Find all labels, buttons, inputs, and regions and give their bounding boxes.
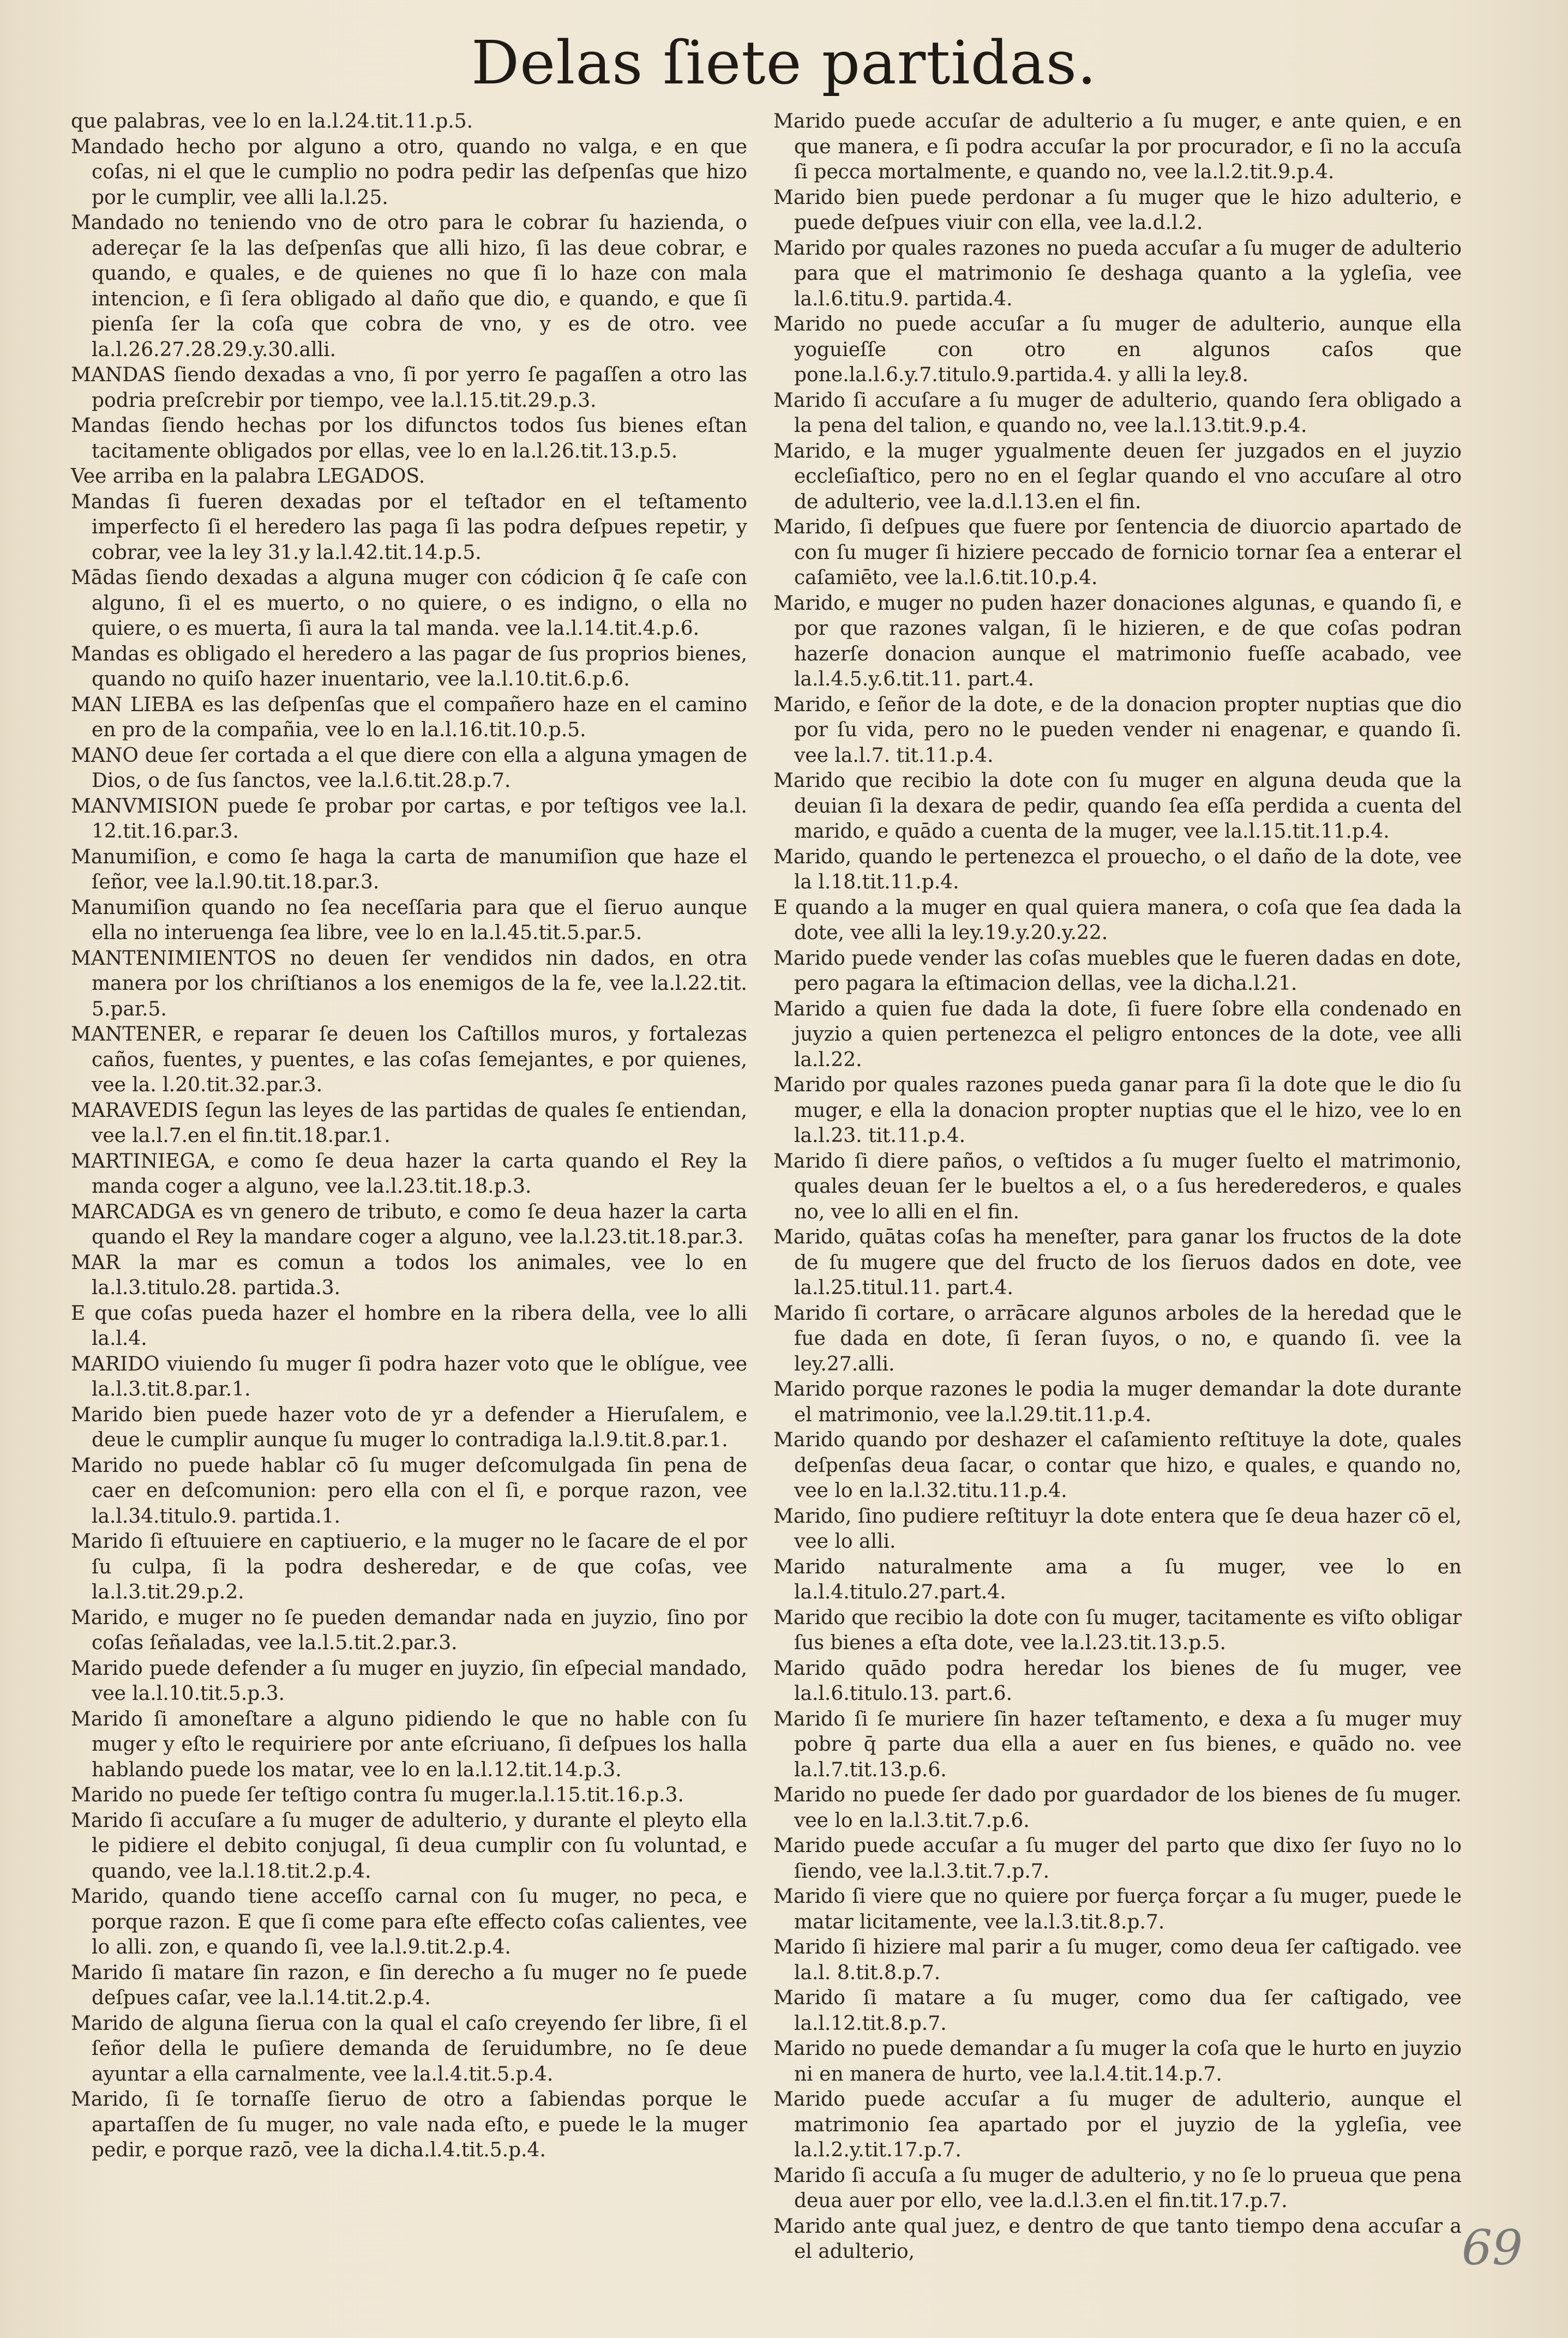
index-entry: Mandas es obligado el heredero a las pagar de ſus proprios bienes, quando no quiſo hazer inuentario, vee la.l.10.tit.6.p.6. (71, 642, 747, 690)
index-entry: Mādas ſiendo dexadas a alguna muger con códicion q̄ ſe caſe con alguno, ſi el es muerto, o no quiere, o es indigno, o ella no quiere, o es muerta, ſi aura la tal manda. vee la.l.14.tit.4.p.6. (71, 567, 747, 640)
index-entry: Mandas ſi fueren dexadas por el teſtador en el teſtamento imperfecto ſi el heredero las paga ſi las podra deſpues repetir, y cobrar, vee la ley 31.y la.l.42.tit.14.p.5. (71, 490, 747, 564)
index-entry: Marido, ſi deſpues que fuere por ſentencia de diuorcio apartado de con ſu muger ſi hiziere peccado de fornicio tornar ſea a enterar el caſamiēto, vee la.l.6.tit.10.p.4. (773, 516, 1462, 589)
index-entry: Manumiſion quando no ſea neceſſaria para que el ſieruo aunque ella no interuenga ſea libre, vee lo en la.l.45.tit.5.par.5. (71, 896, 747, 944)
index-entry: Marido ſi accuſare a ſu muger de adulterio, y durante el pleyto ella le pidiere el debito conjugal, ſi deua cumplir con ſu voluntad, e quando, vee la.l.18.tit.2.p.4. (71, 1809, 747, 1883)
index-entry: MARCADGA es vn genero de tributo, e como ſe deua hazer la carta quando el Rey la mandare coger a alguno, vee la.l.23.tit.18.par.3. (71, 1200, 747, 1248)
index-entry: Marido quādo podra heredar los bienes de ſu muger, vee la.l.6.titulo.13. part.6. (773, 1657, 1462, 1705)
index-entry: MANTENER, e reparar ſe deuen los Caſtillos muros, y fortalezas caños, fuentes, y puentes, e las coſas ſemejantes, e por quienes, vee la. l.20.tit.32.par.3. (71, 1023, 747, 1096)
index-entry: Mandado hecho por alguno a otro, quando no valga, e en que coſas, ni el que le cumplio no podra pedir las deſpenſas que hizo por le cumplir, vee alli la.l.25. (71, 135, 747, 209)
index-entry: Marido ſi eſtuuiere en captiuerio, e la muger no le ſacare de el por ſu culpa, ſi la podra desheredar, e de que coſas, vee la.l.3.tit.29.p.2. (71, 1530, 747, 1603)
index-entry: Mandas ſiendo hechas por los difunctos todos ſus bienes eſtan tacitamente obligados por ellas, vee lo en la.l.26.tit.13.p.5. (71, 414, 747, 462)
index-entry: Marido puede accuſar a ſu muger de adulterio, aunque el matrimonio ſea apartado por el juyzio de la ygleſia, vee la.l.2.y.tit.17.p.7. (773, 2088, 1462, 2161)
index-entry: Marido puede vender las coſas muebles que le fueren dadas en dote, pero pagara la eſtimacion dellas, vee la dicha.l.21. (773, 947, 1462, 995)
running-title: Delas ſiete partidas. (471, 28, 1097, 98)
index-entry: Manumiſion, e como ſe haga la carta de manumiſion que haze el ſeñor, vee la.l.90.tit.18.par.3. (71, 845, 747, 893)
index-entry: Marido de alguna ſierua con la qual el caſo creyendo ſer libre, ſi el ſeñor della le puſiere demanda de ſeruidumbre, no ſe deue ayuntar a ella carnalmente, vee la.l.4.tit.5.p.4. (71, 2012, 747, 2085)
index-entry: MARTINIEGA, e como ſe deua hazer la carta quando el Rey la manda coger a alguno, vee la.l.23.tit.18.p.3. (71, 1150, 747, 1198)
index-entry: Marido que recibio la dote con ſu muger, tacitamente es viſto obligar ſus bienes a eſta dote, vee la.l.23.tit.13.p.5. (773, 1606, 1462, 1654)
index-entry: Marido ſi viere que no quiere por fuerça forçar a ſu muger, puede le matar licitamente, vee la.l.3.tit.8.p.7. (773, 1885, 1462, 1933)
index-entry: Marido ſi cortare, o arrācare algunos arboles de la heredad que le fue dada en dote, ſi ſeran ſuyos, o no, e quando ſi. vee la ley.27.alli. (773, 1302, 1462, 1375)
index-entry: Marido ſi accuſa a ſu muger de adulterio, y no ſe lo prueua que pena deua auer por ello, vee la.d.l.3.en el fin.tit.17.p.7. (773, 2164, 1462, 2212)
index-entry: Marido ſi amoneſtare a alguno pidiendo le que no hable con ſu muger y eſto le requiriere por ante eſcriuano, ſi deſpues los halla hablando puede los matar, vee lo en la.l.12.tit.14.p.3. (71, 1708, 747, 1781)
index-entry: Marido, ſino pudiere reſtituyr la dote entera que ſe deua hazer cō el, vee lo alli. (773, 1505, 1462, 1553)
index-entry: MANO deue ſer cortada a el que diere con ella a alguna ymagen de Dios, o de ſus ſanctos, vee la.l.6.tit.28.p.7. (71, 744, 747, 792)
index-entry: Marido porque razones le podia la muger demandar la dote durante el matrimonio, vee la.l.29.tit.11.p.4. (773, 1378, 1462, 1426)
index-entry: Marido bien puede hazer voto de yr a defender a Hieruſalem, e deue le cumplir aunque ſu muger lo contradiga la.l.9.tit.8.par.1. (71, 1403, 747, 1451)
index-entry: Mandado no teniendo vno de otro para le cobrar ſu hazienda, o adereçar ſe la las deſpenſas que alli hizo, ſi las deue cobrar, e quando, e quales, e de quienes no que ſi lo haze con mala intencion, e ſi ſera obligado al daño que dio, e quando, e que ſi pienſa ſer la coſa que cobra de vno, y es de otro. vee la.l.26.27.28.29.y.30.alli. (71, 212, 747, 361)
index-entry: Marido por quales razones no pueda accuſar a ſu muger de adulterio para que el matrimonio ſe deshaga quanto a la ygleſia, vee la.l.6.titu.9. partida.4. (773, 237, 1462, 310)
index-entry: MAN LIEBA es las deſpenſas que el compañero haze en el camino en pro de la compañia, vee lo en la.l.16.tit.10.p.5. (71, 693, 747, 741)
index-entry: Marido no puede ſer teſtigo contra ſu muger.la.l.15.tit.16.p.3. (71, 1784, 684, 1806)
index-entry: Marido puede accuſar a ſu muger del parto que dixo ſer ſuyo no lo ſiendo, vee la.l.3.tit.7.p.7. (773, 1835, 1462, 1883)
index-entry: E quando a la muger en qual quiera manera, o coſa que ſea dada la dote, vee alli la ley.19.y.20.y.22. (773, 896, 1462, 944)
index-entry: Marido quando por deshazer el caſamiento reſtituye la dote, quales deſpenſas deua ſacar, o contar que hizo, e quales, e quando no, vee lo en la.l.32.titu.11.p.4. (773, 1429, 1462, 1502)
index-entry: Marido, e muger no puden hazer donaciones algunas, e quando ſi, e por que razones valgan, ſi le hizieren, e de que coſas podran hazerſe donacion aunque el matrimonio fueſſe acabado, vee la.l.4.5.y.6.tit.11. part.4. (773, 592, 1462, 690)
index-entry: MANDAS ſiendo dexadas a vno, ſi por yerro ſe pagaſſen a otro las podria preſcrebir por tiempo, vee la.l.15.tit.29.p.3. (71, 364, 747, 412)
index-entry: Marido no puede hablar cō ſu muger deſcomulgada ſin pena de caer en deſcomunion: pero ella con el ſi, e porque razon, vee la.l.34.titulo.9. partida.1. (71, 1454, 747, 1528)
index-entry: Marido, quando le pertenezca el prouecho, o el daño de la dote, vee la l.18.tit.11.p.4. (773, 845, 1462, 893)
index-entry: Marido por quales razones pueda ganar para ſi la dote que le dio ſu muger, e ella la donacion propter nuptias que el le hizo, vee lo en la.l.23. tit.11.p.4. (773, 1074, 1462, 1147)
index-entry: Marido bien puede perdonar a ſu muger que le hizo adulterio, e puede deſpues viuir con ella, vee la.d.l.2. (773, 186, 1462, 234)
folio-number: 69 (1462, 2220, 1523, 2276)
index-entry: Marido, ſi ſe tornaſſe ſieruo de otro a ſabiendas porque le apartaſſen de ſu muger, no vale nada eſto, e puede le la muger pedir, e porque razō, vee la dicha.l.4.tit.5.p.4. (71, 2088, 747, 2161)
index-entry: Marido no puede demandar a ſu muger la coſa que le hurto en juyzio ni en manera de hurto, vee la.l.4.tit.14.p.7. (773, 2038, 1462, 2085)
index-entry: MARAVEDIS ſegun las leyes de las partidas de quales ſe entiendan, vee la.l.7.en el fin.tit.18.par.1. (71, 1099, 747, 1147)
index-column-left (71, 109, 747, 2161)
index-entry: Marido ſi matare ſin razon, e ſin derecho a ſu muger no ſe puede deſpues caſar, vee la.l.14.tit.2.p.4. (71, 1961, 747, 2009)
index-entry: Marido puede accuſar de adulterio a ſu muger, e ante quien, e en que manera, e ſi podra accuſar la por procurador, e ſi no la accuſa ſi pecca mortalmente, e quando no, vee la.l.2.tit.9.p.4. (773, 110, 1462, 183)
index-entry: Marido ſi diere paños, o veſtidos a ſu muger ſuelto el matrimonio, quales deuan ſer le bueltos a el, o a ſus herederederos, e quales no, vee lo alli en el fin. (773, 1150, 1462, 1223)
index-entry: Vee arriba en la palabra LEGADOS. (71, 465, 425, 488)
index-entry: MANTENIMIENTOS no deuen ſer vendidos nin dados, en otra manera por los chriſtianos a los enemigos de la fe, vee la.l.22.tit. 5.par.5. (71, 947, 747, 1020)
index-entry: Marido puede defender a ſu muger en juyzio, ſin eſpecial mandado, vee la.l.10.tit.5.p.3. (71, 1657, 747, 1705)
index-column-right (773, 109, 1462, 2263)
index-entry: MAR la mar es comun a todos los animales, vee lo en la.l.3.titulo.28. partida.3. (71, 1251, 747, 1299)
index-entry: Marido, quātas coſas ha meneſter, para ganar los fructos de la dote de ſu mugere que del fructo de los ſieruos dados en dote, vee la.l.25.titul.11. part.4. (773, 1226, 1462, 1299)
index-entry: que palabras, vee lo en la.l.24.tit.11.p.5. (71, 110, 473, 133)
index-entry: Marido que recibio la dote con ſu muger en alguna deuda que la deuian ſi la dexara de pedir, quando ſea eſſa perdida a cuenta del marido, e quādo a cuenta de la muger, vee la.l.15.tit.11.p.4. (773, 770, 1462, 843)
index-entry: Marido no puede accuſar a ſu muger de adulterio, aunque ella yoguieſſe con otro en algunos caſos que pone.la.l.6.y.7.titulo.9.partida.4. y alli la ley.8. (773, 313, 1462, 386)
index-entry: Marido ſi accuſare a ſu muger de adulterio, quando ſera obligado a la pena del talion, e quando no, vee la.l.13.tit.9.p.4. (773, 389, 1462, 437)
index-entry: Marido naturalmente ama a ſu muger, vee lo en la.l.4.titulo.27.part.4. (773, 1555, 1462, 1603)
index-entry: Marido, e ſeñor de la dote, e de la donacion propter nuptias que dio por ſu vida, pero no le pueden vender ni enagenar, e quando ſi. vee la.l.7. tit.11.p.4. (773, 693, 1462, 767)
index-entry: Marido, quando tiene acceſſo carnal con ſu muger, no peca, e porque razon. E que ſi come para eſte effecto coſas calientes, vee lo alli. zon, e quando ſi, vee la.l.9.tit.2.p.4. (71, 1885, 747, 1958)
index-entry: MARIDO viuiendo ſu muger ſi podra hazer voto que le oblígue, vee la.l.3.tit.8.par.1. (71, 1353, 747, 1401)
index-entry: Marido, e la muger ygualmente deuen ſer juzgados en el juyzio eccleſiaſtico, pero no en el ſeglar quando el vno accuſare al otro de adulterio, vee la.d.l.13.en el fin. (773, 440, 1462, 513)
index-entry: Marido a quien fue dada la dote, ſi fuere ſobre ella condenado en juyzio a quien pertenezca el peligro entonces de la dote, vee alli la.l.22. (773, 997, 1462, 1071)
index-entry: Marido, e muger no ſe pueden demandar nada en juyzio, ſino por coſas ſeñaladas, vee la.l.5.tit.2.par.3. (71, 1606, 747, 1654)
index-entry: MANVMISION puede ſe probar por cartas, e por teſtigos vee la.l. 12.tit.16.par.3. (71, 795, 747, 843)
index-entry: Marido ſi hiziere mal parir a ſu muger, como deua ſer caſtigado. vee la.l. 8.tit.8.p.7. (773, 1936, 1462, 1984)
index-entry: Marido ante qual juez, e dentro de que tanto tiempo dena accuſar a el adulterio, (773, 2215, 1462, 2263)
index-entry: E que coſas pueda hazer el hombre en la ribera della, vee lo alli la.l.4. (71, 1302, 747, 1350)
index-entry: Marido no puede ſer dado por guardador de los bienes de ſu muger. vee lo en la.l.3.tit.7.p.6. (773, 1784, 1462, 1832)
index-entry: Marido ſi ſe muriere ſin hazer teſtamento, e dexa a ſu muger muy pobre q̄ parte dua ella a auer en ſus bienes, e quādo no. vee la.l.7.tit.13.p.6. (773, 1708, 1462, 1781)
index-entry: Marido ſi matare a ſu muger, como dua ſer caſtigado, vee la.l.12.tit.8.p.7. (773, 1987, 1462, 2035)
